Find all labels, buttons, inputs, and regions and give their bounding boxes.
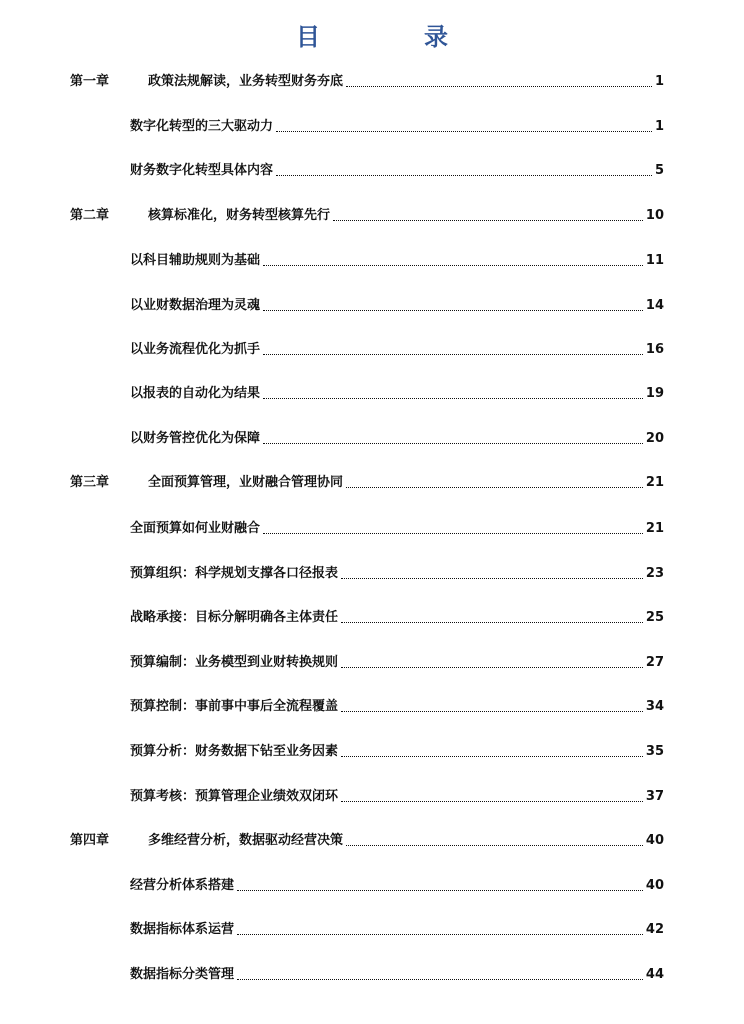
toc-entry-title: 数据指标分类管理 [130, 967, 235, 982]
toc-section[interactable] [130, 381, 664, 403]
toc-page-number: 44 [645, 967, 664, 982]
toc-entry-title: 预算组织：科学规划支撑各口径报表 [130, 566, 339, 581]
toc-chapter-2[interactable] [70, 203, 664, 225]
dot-leader [276, 130, 652, 132]
toc-section[interactable] [130, 337, 664, 359]
toc-entry-title: 预算考核：预算管理企业绩效双闭环 [130, 789, 339, 804]
chapter-label: 第三章 [70, 475, 110, 490]
dot-leader [346, 486, 643, 488]
toc-section[interactable] [130, 650, 664, 672]
toc-chapter-4[interactable] [70, 828, 664, 850]
dot-leader [341, 755, 643, 757]
toc-entry-title: 财务数字化转型具体内容 [130, 163, 274, 178]
dot-leader [263, 353, 643, 355]
dot-leader [346, 844, 643, 846]
dot-leader [237, 889, 643, 891]
toc-section[interactable] [130, 114, 664, 136]
dot-leader [333, 219, 643, 221]
toc-entry-title: 核算标准化，财务转型核算先行 [148, 208, 331, 223]
toc-section[interactable] [130, 784, 664, 806]
toc-page-number: 40 [645, 878, 664, 893]
chapter-label: 第一章 [70, 74, 110, 89]
toc-entry-title: 经营分析体系搭建 [130, 878, 235, 893]
toc-entry-title: 以科目辅助规则为基础 [130, 253, 261, 268]
toc-section[interactable] [130, 426, 664, 448]
toc-entry-title: 以业务流程优化为抓手 [130, 342, 261, 357]
toc-page-number: 23 [645, 566, 664, 581]
dot-leader [263, 442, 643, 444]
dot-leader [263, 397, 643, 399]
toc-entry-title: 多维经营分析，数据驱动经营决策 [148, 833, 344, 848]
toc-page-number: 19 [645, 386, 664, 401]
toc-section[interactable] [130, 605, 664, 627]
toc-entry-title: 预算控制：事前事中事后全流程覆盖 [130, 699, 339, 714]
dot-leader [263, 532, 643, 534]
toc-chapter-3[interactable] [70, 470, 664, 492]
toc-section[interactable] [130, 561, 664, 583]
toc-section[interactable] [130, 962, 664, 984]
toc-entry-title: 全面预算管理，业财融合管理协同 [148, 475, 344, 490]
toc-entry-title: 以业财数据治理为灵魂 [130, 298, 261, 313]
dot-leader [276, 174, 652, 176]
dot-leader [341, 621, 643, 623]
toc-page-number: 1 [654, 74, 664, 89]
toc-section[interactable] [130, 248, 664, 270]
toc-page-number: 16 [645, 342, 664, 357]
toc-entry-title: 预算分析：财务数据下钻至业务因素 [130, 744, 339, 759]
toc-chapter-1[interactable] [70, 69, 664, 91]
toc-page-number: 21 [645, 521, 664, 536]
toc-section[interactable] [130, 873, 664, 895]
dot-leader [341, 710, 643, 712]
toc-page-number: 27 [645, 655, 664, 670]
toc-entry-title: 战略承接：目标分解明确各主体责任 [130, 610, 339, 625]
toc-entry-title: 全面预算如何业财融合 [130, 521, 261, 536]
dot-leader [341, 577, 643, 579]
toc-page-number: 40 [645, 833, 664, 848]
dot-leader [237, 933, 643, 935]
toc-page-number: 20 [645, 431, 664, 446]
dot-leader [263, 264, 643, 266]
toc-section[interactable] [130, 293, 664, 315]
dot-leader [237, 978, 643, 980]
toc-page-number: 11 [645, 253, 664, 268]
toc-page-number: 21 [645, 475, 664, 490]
dot-leader [263, 309, 643, 311]
toc-entry-title: 以财务管控优化为保障 [130, 431, 261, 446]
toc-section[interactable] [130, 694, 664, 716]
dot-leader [346, 85, 652, 87]
toc-page-number: 42 [645, 922, 664, 937]
toc-section[interactable] [130, 516, 664, 538]
dot-leader [341, 666, 643, 668]
chapter-label: 第二章 [70, 208, 110, 223]
toc-entry-title: 政策法规解读，业务转型财务夯底 [148, 74, 344, 89]
toc-page-number: 5 [654, 163, 664, 178]
toc-section[interactable] [130, 739, 664, 761]
toc-title: 目 录 [296, 23, 488, 51]
toc-entry-title: 数字化转型的三大驱动力 [130, 119, 274, 134]
toc-entry-title: 预算编制：业务模型到业财转换规则 [130, 655, 339, 670]
dot-leader [341, 800, 643, 802]
toc-page-number: 10 [645, 208, 664, 223]
toc-entry-title: 数据指标体系运营 [130, 922, 235, 937]
toc-page-number: 34 [645, 699, 664, 714]
toc-page-number: 14 [645, 298, 664, 313]
toc-section[interactable] [130, 158, 664, 180]
toc-page-number: 25 [645, 610, 664, 625]
toc-page-number: 37 [645, 789, 664, 804]
toc-section[interactable] [130, 917, 664, 939]
toc-page-number: 35 [645, 744, 664, 759]
toc-entry-title: 以报表的自动化为结果 [130, 386, 261, 401]
chapter-label: 第四章 [70, 833, 110, 848]
toc-page-number: 1 [654, 119, 664, 134]
